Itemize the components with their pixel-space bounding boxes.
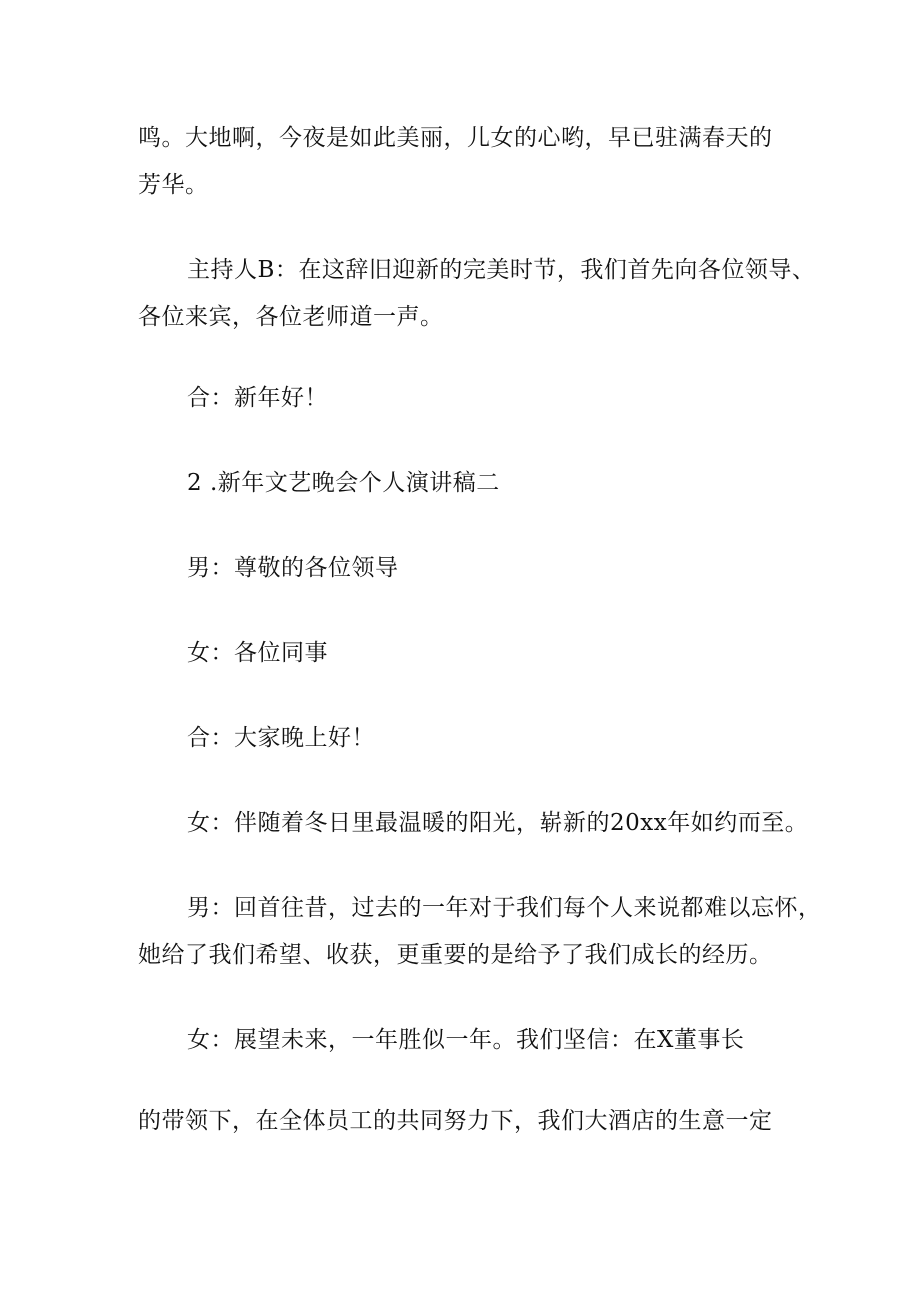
text-line: 的带领下，在全体员工的共同努力下，我们大酒店的生意一定 <box>138 1108 773 1134</box>
text-line: 男：回首往昔，过去的一年对于我们每个人来说都难以忘怀， <box>187 895 822 921</box>
text-line: 合：大家晚上好！ <box>187 725 375 751</box>
text-line: 女：各位同事 <box>187 640 328 666</box>
text-line: 女：伴随着冬日里最温暖的阳光，崭新的20xx年如约而至。 <box>187 810 809 836</box>
text-line: 各位来宾，各位老师道一声。 <box>138 304 444 330</box>
text-line: 男：尊敬的各位领导 <box>187 555 399 581</box>
text-line: 芳华。 <box>138 172 209 198</box>
text-line: 女：展望未来，一年胜似一年。我们坚信：在X董事长 <box>187 1027 745 1053</box>
section-heading: 2 .新年文艺晚会个人演讲稿二 <box>187 470 500 496</box>
text-line: 她给了我们希望、收获，更重要的是给予了我们成长的经历。 <box>138 942 773 968</box>
text-line: 鸣。大地啊，今夜是如此美丽，儿女的心哟，早已驻满春天的 <box>138 125 773 151</box>
text-line: 主持人B：在这辞旧迎新的完美时节，我们首先向各位领导、 <box>187 257 816 283</box>
text-line: 合：新年好！ <box>187 385 328 411</box>
